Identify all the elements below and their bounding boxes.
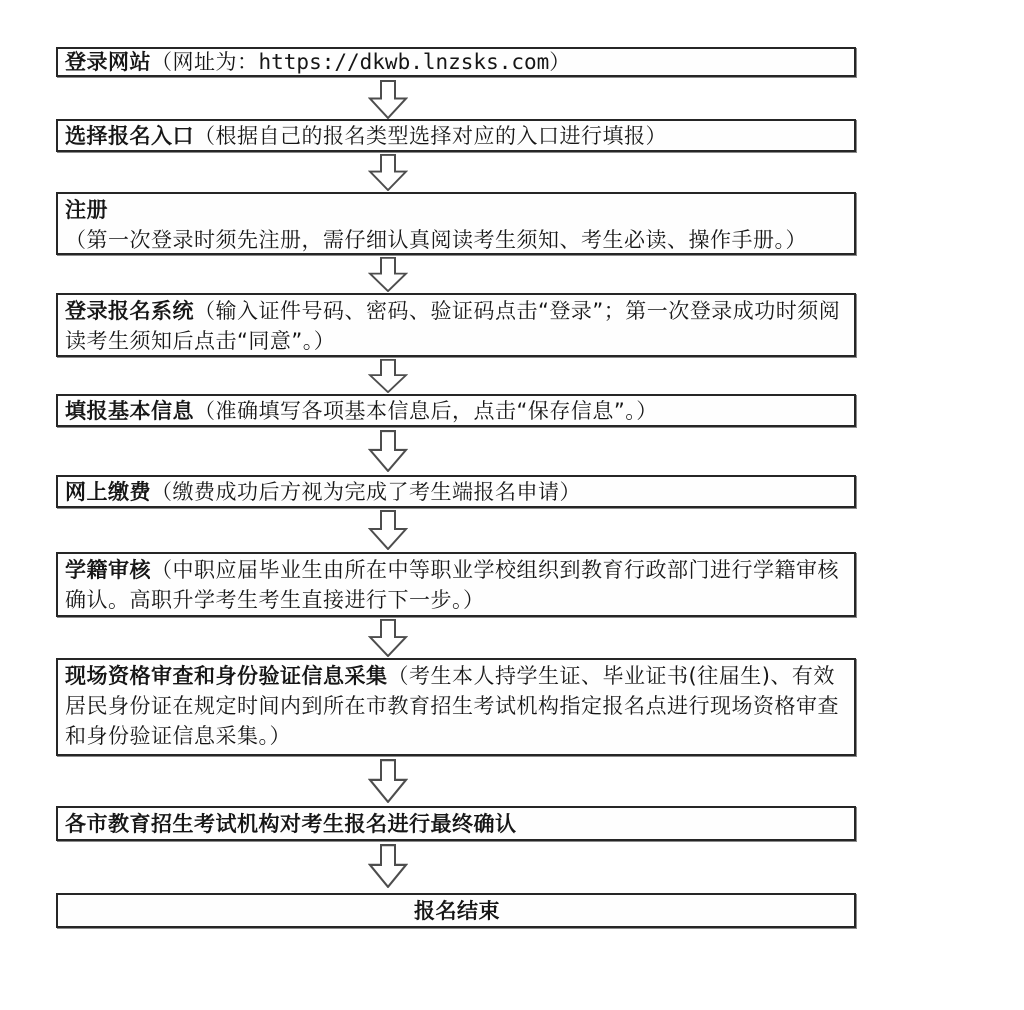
step-text bbox=[65, 896, 849, 926]
down-arrow-icon bbox=[368, 430, 408, 472]
down-arrow-icon bbox=[368, 257, 408, 292]
down-arrow-icon bbox=[368, 844, 408, 888]
step-text bbox=[65, 47, 849, 77]
down-arrow-icon bbox=[368, 510, 408, 550]
step-desc: （中职应届毕业生由所在中等职业学校组织到教育行政部门进行学籍审核确认。高职升学考生考生直接进行下一步。） bbox=[65, 558, 839, 612]
down-arrow-icon bbox=[368, 759, 408, 803]
step-desc: （缴费成功后方视为完成了考生端报名申请） bbox=[151, 479, 581, 504]
step-title: 各市教育招生考试机构对考生报名进行最终确认 bbox=[65, 811, 517, 836]
step-text bbox=[65, 121, 849, 151]
down-arrow-icon bbox=[368, 154, 408, 191]
step-box-onsite-verification bbox=[56, 658, 856, 756]
step-box-registration-finished bbox=[56, 893, 856, 928]
step-text bbox=[65, 809, 849, 839]
step-desc: （准确填写各项基本信息后，点击“保存信息”。） bbox=[194, 398, 658, 423]
step-box-student-status-review bbox=[56, 552, 856, 617]
step-box-fill-basic-info bbox=[56, 394, 856, 427]
registration-url: https://dkwb.lnzsks.com bbox=[258, 50, 550, 74]
step-box-final-confirmation bbox=[56, 806, 856, 841]
step-box-online-payment bbox=[56, 475, 856, 508]
step-title: 填报基本信息 bbox=[65, 398, 194, 423]
step-desc: （考生本人持学生证、毕业证书(往届生)、有效居民身份证在规定时间内到所在市教育招生考试机构指定报名点进行现场资格审查和身份验证信息采集。） bbox=[65, 664, 839, 748]
down-arrow-icon bbox=[368, 619, 408, 657]
step-box-register bbox=[56, 192, 856, 255]
step-title: 登录网站 bbox=[65, 50, 151, 74]
step-box-login-website bbox=[56, 47, 856, 77]
step-title: 选择报名入口 bbox=[65, 123, 194, 148]
down-arrow-icon bbox=[368, 80, 408, 119]
step-title: 网上缴费 bbox=[65, 479, 151, 504]
step-desc: （网址为： bbox=[151, 50, 259, 74]
down-arrow-icon bbox=[368, 359, 408, 393]
step-title: 报名结束 bbox=[414, 898, 500, 923]
step-box-login-system bbox=[56, 293, 856, 357]
step-desc: （根据自己的报名类型选择对应的入口进行填报） bbox=[194, 123, 667, 148]
step-desc: （输入证件号码、密码、验证码点击“登录”；第一次登录成功时须阅读考生须知后点击“同意”。） bbox=[65, 299, 841, 353]
step-title: 学籍审核 bbox=[65, 558, 151, 582]
step-title: 登录报名系统 bbox=[65, 299, 194, 323]
step-title: 现场资格审查和身份验证信息采集 bbox=[65, 664, 388, 688]
step-title: 注册 bbox=[65, 198, 108, 222]
step-text bbox=[65, 396, 849, 426]
step-box-choose-entrance bbox=[56, 119, 856, 152]
step-desc: （第一次登录时须先注册，需仔细认真阅读考生须知、考生必读、操作手册。） bbox=[65, 228, 807, 252]
step-text bbox=[65, 477, 849, 507]
step-desc: ） bbox=[549, 50, 571, 74]
